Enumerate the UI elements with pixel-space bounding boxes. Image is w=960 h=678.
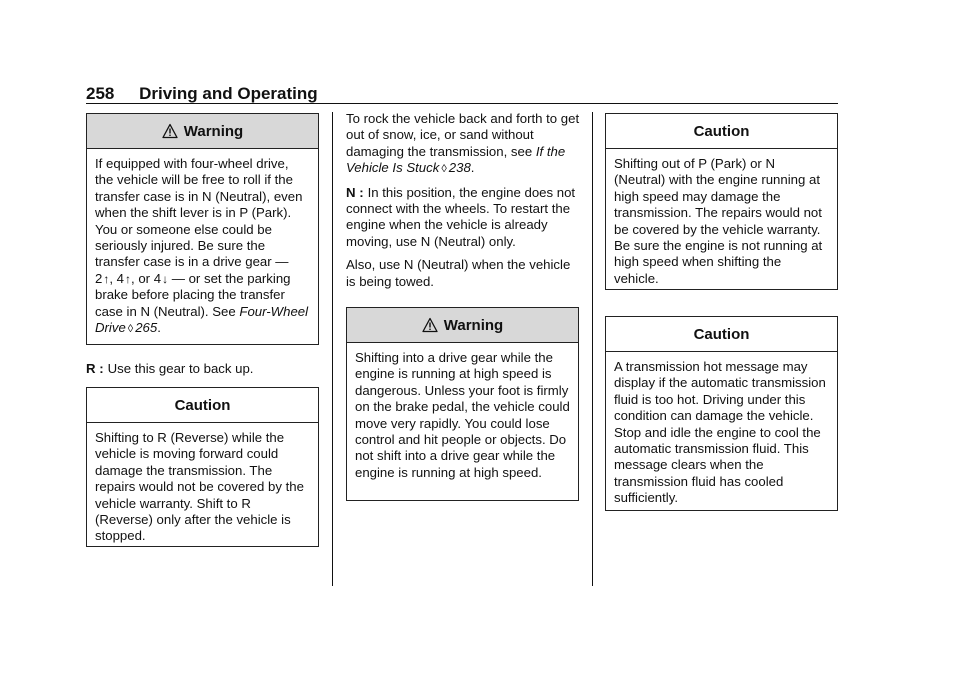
warning-title: Warning bbox=[183, 122, 244, 140]
page-ref-238[interactable]: 238 bbox=[448, 160, 471, 176]
warning-box-body bbox=[87, 149, 318, 345]
rock-period: . bbox=[470, 160, 475, 176]
header-divider bbox=[86, 103, 838, 104]
section-title: Driving and Operating bbox=[139, 84, 318, 103]
caution-box-header bbox=[606, 317, 837, 352]
warning-text-sep1: , 4 bbox=[109, 270, 125, 286]
warning-box-header bbox=[347, 308, 578, 343]
warning-text-part2: — or set the parking brake before placing the transfer case in N (Neutral). See bbox=[95, 270, 291, 319]
neutral-term: N : bbox=[346, 184, 364, 200]
rock-vehicle-paragraph bbox=[346, 111, 580, 178]
reverse-paragraph bbox=[86, 361, 321, 377]
caution-title: Caution bbox=[693, 325, 750, 343]
caution-box-header bbox=[606, 114, 837, 149]
reverse-text: Use this gear to back up. bbox=[107, 361, 254, 376]
arrow-down-icon: ↓ bbox=[162, 271, 169, 286]
warning-text-part1: If equipped with four-wheel drive, the vehicle will be free to roll if the transfer case is in N (Neutral), even when the shift lever is in P (Park). You or someone else could be seriously injured. Be sure the transfer case is in a drive gear — 2 bbox=[95, 156, 303, 286]
page-number: 258 bbox=[86, 84, 115, 103]
caution-title: Caution bbox=[174, 396, 231, 414]
reverse-term: R : bbox=[86, 361, 104, 376]
caution-box-body: A transmission hot message may display if the automatic transmission fluid is too hot. Driving under this condition can damage the vehicle. Stop and idle the engine to cool the automatic transmission fluid. This message clears when the transmission fluid has cooled sufficiently. bbox=[614, 359, 826, 506]
warning-box-header bbox=[87, 114, 318, 149]
caution-title: Caution bbox=[693, 122, 750, 140]
caution-box-body: Shifting out of P (Park) or N (Neutral) with the engine running at high speed may damage the transmission. The repairs would not be covered by the vehicle warranty. Be sure the engine is not running at high speed when shifting the vehicle. bbox=[614, 156, 823, 286]
neutral-paragraph bbox=[346, 185, 580, 251]
column-2-text bbox=[346, 111, 580, 297]
towed-paragraph: Also, use N (Neutral) when the vehicle is being towed. bbox=[346, 257, 571, 289]
neutral-text: In this position, the engine does not connect with the wheels. To restart the engine when the vehicle is already moving, use N (Neutral) only. bbox=[346, 184, 576, 249]
caution-box-park-neutral bbox=[605, 113, 838, 290]
warning-box-high-speed bbox=[346, 307, 579, 501]
caution-box-reverse bbox=[86, 387, 319, 547]
arrow-up-icon: ↑ bbox=[125, 271, 132, 286]
arrow-up-icon: ↑ bbox=[103, 271, 110, 286]
caution-box-header bbox=[87, 388, 318, 423]
warning-title: Warning bbox=[443, 316, 504, 334]
vehicle-stuck-link[interactable]: If the Vehicle Is Stuck bbox=[346, 143, 566, 176]
column-divider-1 bbox=[332, 112, 333, 586]
warning-triangle-icon bbox=[162, 123, 178, 139]
column-divider-2 bbox=[592, 112, 593, 586]
warning-period: . bbox=[157, 320, 161, 336]
warning-box-transfer-case bbox=[86, 113, 319, 345]
warning-box-body: Shifting into a drive gear while the engine is running at high speed is dangerous. Unless your foot is firmly on the brake pedal, the vehicle could move very rapidly. You could lose control and hit people or objects. Do not shift into a drive gear while the engine is running at high speed. bbox=[355, 350, 570, 480]
rock-text: To rock the vehicle back and forth to get out of snow, ice, or sand without damaging the transmission, see bbox=[346, 111, 580, 159]
page-reference-icon: ◊ bbox=[441, 163, 447, 176]
page-header bbox=[86, 84, 318, 104]
page-reference-icon: ◊ bbox=[127, 323, 134, 336]
caution-box-body: Shifting to R (Reverse) while the vehicle is moving forward could damage the transmission. The repairs would not be covered by the vehicle warranty. Shift to R (Reverse) only after the vehicle is stopped. bbox=[95, 430, 304, 544]
caution-box-transmission-hot bbox=[605, 316, 838, 511]
four-wheel-drive-link[interactable]: Four-Wheel Drive bbox=[95, 303, 309, 336]
page-ref-265[interactable]: 265 bbox=[135, 320, 158, 336]
warning-triangle-icon bbox=[422, 317, 438, 333]
warning-text-sep2: , or 4 bbox=[131, 270, 162, 286]
